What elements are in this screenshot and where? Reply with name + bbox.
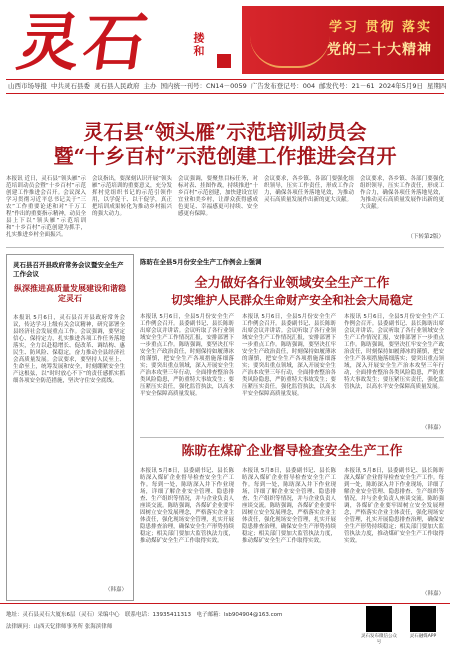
right-article-col-2: 本报讯 5月6日，全县5月份安全生产工作例会召开。县委副书记、县长陈昉出席会议并讲话。会议听取了各行业领域安全生产工作情况汇报，安排部署下一步重点工作。陈昉强调，要坚决扛牢安全生产政治责任，时刻保持如履薄冰的谨慎，把安全生产各项措施落细落实；要突出重点领域，深入开展安全生产治本攻坚三年行动，全面排查整治各类风险隐患，严防重特大事故发生；要压紧压实责任，强化监管执法，以高水平安全保障高质量发展。 xyxy=(242,314,336,397)
divider xyxy=(140,437,444,438)
left-article-author: （韩嘉） xyxy=(104,587,127,593)
lead-col-1: 本报讯 近日，灵石县“领头雁”示范培训动员会暨“十乡百村”示范创建工作推进会召开。会议深入学习贯彻习近平总书记关于“三农”工作重要论述和对“千万工程”作出的重要指示精神，动员全县上下以“领头雁”示范培训和“十乡百村”示范创建为抓手，扎实推进乡村全面振兴。 xyxy=(6,176,86,238)
info-item: 中共灵石县委 xyxy=(51,82,90,90)
lead-headline xyxy=(6,120,444,168)
lead-title-line-2: 暨“十乡百村”示范创建工作推进会召开 xyxy=(53,144,397,168)
lead-col-2: 会议指出，要深刻认识开展“领头雁”示范培训的重要意义，充分发挥村党组织书记的示范引领作用，以学促干、以干促学，真正把培训成果转化为推动乡村振兴的强大动力。 xyxy=(92,176,172,217)
qr-label: 灵石发布微信公众号 xyxy=(361,634,397,645)
divider xyxy=(6,247,444,248)
info-item: 星期四 xyxy=(427,82,447,90)
info-item: 山西市场导报 xyxy=(8,82,47,90)
info-item: 2024年5月9日 xyxy=(378,82,424,90)
footer-legal: 法律顾问：山西天钇律师事务所 张海滨律师 xyxy=(6,624,113,630)
right-article-kicker: 陈昉在全县5月份安全生产工作例会上强调 xyxy=(140,258,262,266)
banner-line-1: 学习 贯彻 落实 xyxy=(328,20,432,35)
coal-article-col-1: 本报讯 5月8日，县委副书记、县长陈昉深入煤矿企业督导检查安全生产工作。每到一处，陈昉深入井下作业现场，详细了解企业安全管理、隐患排查、生产组织等情况，并与企业负责人座谈交流。陈昉强调，各煤矿企业要牢固树立安全发展理念，严格落实企业主体责任，强化现场安全管理，扎实开展隐患排查治理，确保安全生产形势持续稳定；相关部门要加大监管执法力度，推动煤矿安全生产工作取得实效。 xyxy=(140,468,234,544)
left-article-headline: 纵深推进高质量发展建设和谐稳定灵石 xyxy=(14,283,126,303)
slogan-banner xyxy=(242,6,444,74)
info-item: 主办 xyxy=(143,82,157,90)
footer xyxy=(0,603,450,645)
left-article-kicker: 灵石县召开县政府常务会议暨安全生产工作会议 xyxy=(13,261,124,278)
info-item: 国内统一刊号：CN14－0059 xyxy=(160,82,247,90)
coal-article-col-3: 本报讯 5月8日，县委副书记、县长陈昉深入煤矿企业督导检查安全生产工作。每到一处，陈昉深入井下作业现场，详细了解企业安全管理、隐患排查、生产组织等情况，并与企业负责人座谈交流。陈昉强调，各煤矿企业要牢固树立安全发展理念，严格落实企业主体责任，强化现场安全管理，扎实开展隐患排查治理，确保安全生产形势持续稳定；相关部门要加大监管执法力度，推动煤矿安全生产工作取得实效。 xyxy=(344,468,444,544)
qr-code-icon xyxy=(366,606,392,632)
right-article-author: （韩嘉） xyxy=(421,425,444,431)
banner-line-2: 党的二十大精神 xyxy=(327,42,432,58)
masthead xyxy=(0,0,450,98)
lead-col-4: 会议要求，各乡镇、各部门要强化组织领导，压实工作责任，形成工作合力，确保各项任务落地见效，为推动灵石高质量发展作出新的更大贡献。 xyxy=(264,176,354,203)
coal-article-author: （韩嘉） xyxy=(421,591,444,597)
logo-calligraphy: 搂和 xyxy=(192,32,205,58)
right-article-col-3: 本报讯 5月6日，全县5月份安全生产工作例会召开。县委副书记、县长陈昉出席会议并讲话。会议听取了各行业领域安全生产工作情况汇报，安排部署下一步重点工作。陈昉强调，要坚决扛牢安全生产政治责任，时刻保持如履薄冰的谨慎，把安全生产各项措施落细落实；要突出重点领域，深入开展安全生产治本攻坚三年行动，全面排查整治各类风险隐患，严防重特大事故发生；要压紧压实责任，强化监管执法，以高水平安全保障高质量发展。 xyxy=(344,314,444,390)
banner-decoration xyxy=(250,36,330,68)
publication-info-bar xyxy=(6,79,447,94)
left-article-box xyxy=(6,254,134,601)
lead-col-3: 会议强调，要聚焦目标任务，对标对表、挂图作战，持续推进“十乡百村”示范创建，加快建设宜居宜业和美乡村，让群众获得感成色更足、幸福感更可持续、安全感更有保障。 xyxy=(178,176,258,217)
right-article-headline-1: 全力做好各行业领域安全生产工作 xyxy=(194,276,390,291)
info-item: 邮发代号：21－61 xyxy=(319,82,375,90)
qr-label: 灵石融媒APP xyxy=(409,634,437,639)
lead-title-line-1: 灵石县“领头雁”示范培训动员会 xyxy=(83,120,367,144)
info-item: 广告发布登记号：004 xyxy=(250,82,316,90)
seal-icon xyxy=(217,54,231,68)
newspaper-logo: 灵石 xyxy=(12,6,156,79)
continued-note: （下转第2版） xyxy=(407,234,444,240)
right-article-headline-2: 切实维护人民群众生命财产安全和社会大局稳定 xyxy=(171,293,413,307)
lead-col-5: 会议要求，各乡镇、各部门要强化组织领导，压实工作责任，形成工作合力，确保各项任务落地见效，为推动灵石高质量发展作出新的更大贡献。 xyxy=(360,176,444,210)
left-article-body: 本报讯 5月6日，灵石县召开县政府常务会议，传达学习上级有关会议精神，研究部署全县经济社会发展重点工作。会议强调，要坚定信心、保持定力，扎实推进各项工作任务落地落实，全力以赴稳增长、促改革、调结构、惠民生、防风险、保稳定，奋力推动全县经济社会高质量发展。会议要求，要坚持人民至上、生命至上，统筹发展和安全，时刻绷紧安全生产这根弦，以“时时放心不下”的责任感抓实抓细各项安全防范措施，坚决守住安全底线。 xyxy=(13,315,125,384)
info-item: 灵石县人民政府 xyxy=(94,82,140,90)
coal-article-col-2: 本报讯 5月8日，县委副书记、县长陈昉深入煤矿企业督导检查安全生产工作。每到一处，陈昉深入井下作业现场，详细了解企业安全管理、隐患排查、生产组织等情况，并与企业负责人座谈交流。陈昉强调，各煤矿企业要牢固树立安全发展理念，严格落实企业主体责任，强化现场安全管理，扎实开展隐患排查治理，确保安全生产形势持续稳定；相关部门要加大监管执法力度，推动煤矿安全生产工作取得实效。 xyxy=(242,468,336,544)
right-article-col-1: 本报讯 5月6日，全县5月份安全生产工作例会召开。县委副书记、县长陈昉出席会议并讲话。会议听取了各行业领域安全生产工作情况汇报，安排部署下一步重点工作。陈昉强调，要坚决扛牢安全生产政治责任，时刻保持如履薄冰的谨慎，把安全生产各项措施落细落实；要突出重点领域，深入开展安全生产治本攻坚三年行动，全面排查整治各类风险隐患，严防重特大事故发生；要压紧压实责任，强化监管执法，以高水平安全保障高质量发展。 xyxy=(140,314,234,397)
qr-code-icon xyxy=(410,606,436,632)
coal-article-headline: 陈昉在煤矿企业督导检查安全生产工作 xyxy=(181,444,403,459)
footer-contact: 地址：灵石县灵石大厦东6层（灵石）采编中心 联系电话：13935411313 电子邮箱：lsb904904@163.com xyxy=(6,612,283,618)
